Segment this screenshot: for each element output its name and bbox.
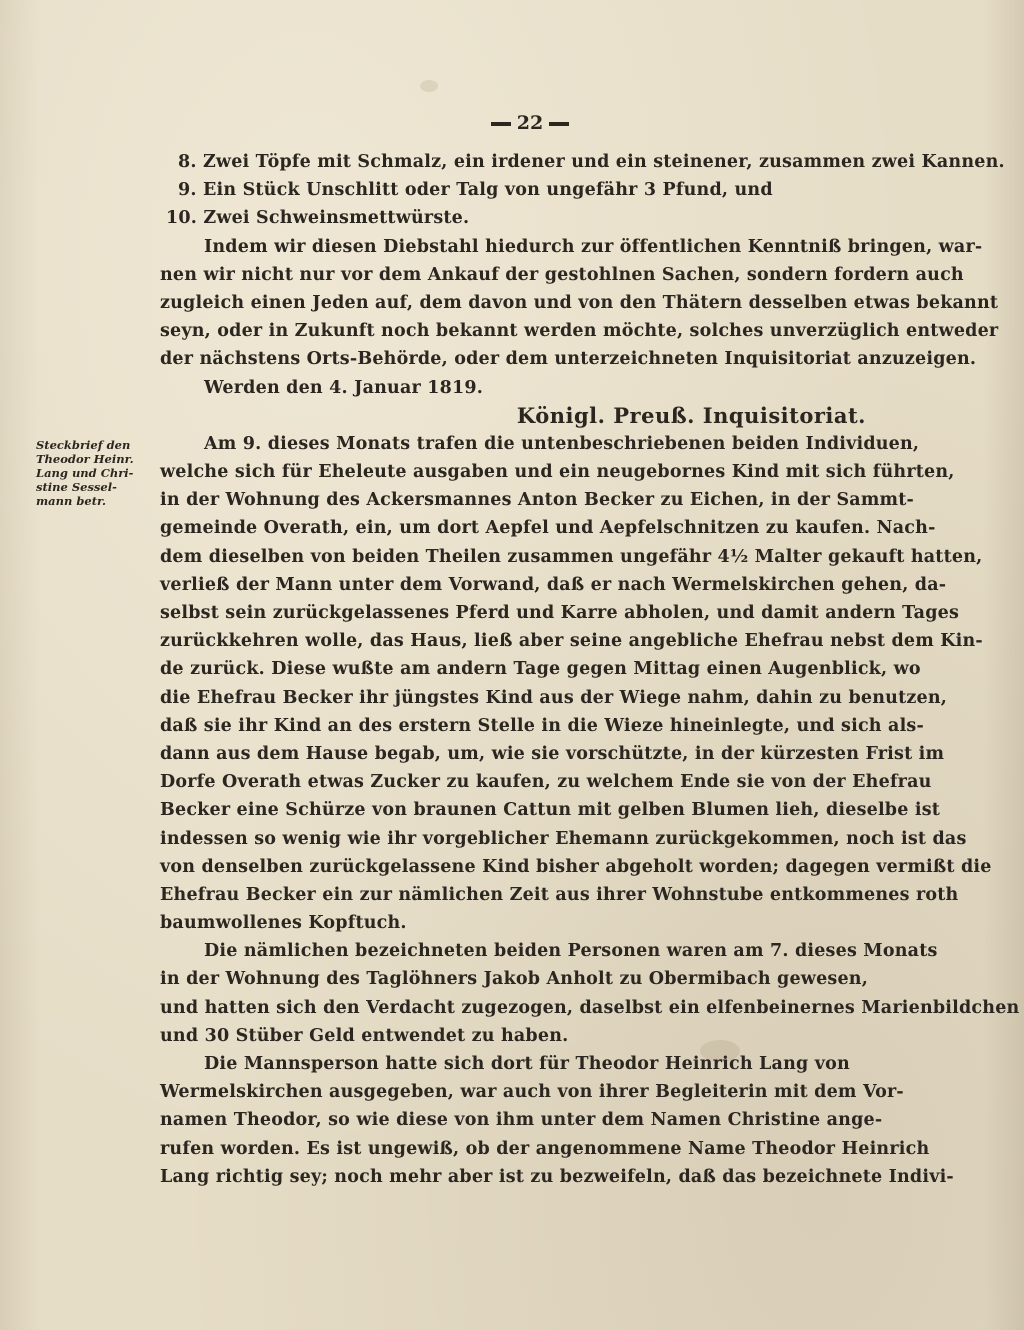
margin-note-line: Lang und Chri- (36, 466, 134, 480)
text-line: daß sie ihr Kind an des erstern Stelle in die Wieze hineinlegte, und sich als- (160, 715, 924, 736)
text-line: Becker eine Schürze von braunen Cattun mit gelben Blumen lieh, dieselbe ist (160, 800, 941, 821)
text-line: von denselben zurückgelassene Kind bisher abgeholt worden; dagegen vermißt die (160, 856, 992, 877)
text-line: Lang richtig sey; noch mehr aber ist zu bezweifeln, daß das bezeichnete Indivi- (160, 1166, 954, 1187)
text-line: welche sich für Eheleute ausgaben und ein neugebornes Kind mit sich führten, (160, 462, 955, 483)
signature (160, 402, 890, 430)
text-line: indessen so wenig wie ihr vorgeblicher Ehemann zurückgekommen, noch ist das (160, 828, 967, 849)
text-line: Am 9. dieses Monats trafen die untenbeschriebenen beiden Individuen, (204, 433, 920, 454)
margin-note-line: Steckbrief den (36, 438, 131, 452)
text-line: de zurück. Diese wußte am andern Tage gegen Mittag einen Augenblick, wo (160, 659, 921, 680)
text-line: dann aus dem Hause begab, um, wie sie vorschützte, in der kürzesten Frist im (160, 743, 945, 764)
text-line: Dorfe Overath etwas Zucker zu kaufen, zu welchem Ende sie von der Ehefrau (160, 772, 932, 793)
dash-right (549, 122, 569, 126)
text-line: und 30 Stüber Geld entwendet zu haben. (160, 1025, 569, 1046)
list-item: 8. Zwei Töpfe mit Schmalz, ein irdener und ein steinener, zusammen zwei Kannen. (178, 152, 1005, 172)
text-line: in der Wohnung des Ackersmannes Anton Becker zu Eichen, in der Sammt- (160, 490, 915, 511)
text-line: in der Wohnung des Taglöhners Jakob Anholt zu Obermibach gewesen, (160, 969, 869, 990)
item-list (160, 148, 1005, 233)
text-line: Ehefrau Becker ein zur nämlichen Zeit aus ihrer Wohnstube entkommenes roth (160, 884, 959, 905)
dash-left (491, 122, 511, 126)
text-line: namen Theodor, so wie diese von ihm unter dem Namen Christine ange- (160, 1110, 883, 1131)
text-line: rufen worden. Es ist ungewiß, ob der angenommene Name Theodor Heinrich (160, 1138, 930, 1159)
text-line: gemeinde Overath, ein, um dort Aepfel und Aepfelschnitzen zu kaufen. Nach- (160, 518, 936, 539)
list-item: 9. Ein Stück Unschlitt oder Talg von ungefähr 3 Pfund, und (178, 180, 773, 201)
text-line: verließ der Mann unter dem Vorwand, daß er nach Wermelskirchen gehen, da- (160, 574, 947, 595)
page-number (470, 112, 590, 134)
list-item: 10. Zwei Schweinsmettwürste. (166, 208, 470, 229)
text-line: Die nämlichen bezeichneten beiden Personen waren am 7. dieses Monats (204, 941, 938, 962)
text-line: selbst sein zurückgelassenes Pferd und Karre abholen, und damit andern Tages (160, 603, 960, 623)
text-line: Die Mannsperson hatte sich dort für Theodor Heinrich Lang von (204, 1054, 850, 1074)
paragraph-warrant (160, 430, 992, 937)
paper-stain (420, 80, 438, 92)
margin-note (36, 438, 154, 508)
page-body (160, 148, 1020, 1191)
date-line: Werden den 4. Januar 1819. (204, 377, 484, 398)
page-number-value: 22 (516, 112, 544, 134)
margin-note-line: Theodor Heinr. (36, 452, 134, 466)
text-line: zurückkehren wolle, das Haus, ließ aber seine angebliche Ehefrau nebst dem Kin- (160, 631, 983, 652)
paragraph-identity (160, 1050, 954, 1191)
paragraph-theft (160, 937, 1020, 1050)
signature-text: Königl. Preuß. Inquisitoriat. (516, 402, 866, 428)
text-line: seyn, oder in Zukunft noch bekannt werden möchte, solches unverzüglich entweder (160, 321, 999, 342)
margin-note-line: mann betr. (36, 494, 107, 508)
text-line: zugleich einen Jeden auf, dem davon und von den Thätern desselben etwas bekannt (160, 292, 999, 313)
paragraph-notice (160, 233, 999, 374)
text-line: und hatten sich den Verdacht zugezogen, daselbst ein elfenbeinernes Marienbildchen (160, 997, 1020, 1018)
text-line: dem dieselben von beiden Theilen zusammen ungefähr 4½ Malter gekauft hatten, (160, 546, 983, 567)
text-line: baumwollenes Kopftuch. (160, 913, 407, 934)
text-line: der nächstens Orts-Behörde, oder dem unterzeichneten Inquisitoriat anzuzeigen. (160, 349, 977, 370)
text-line: nen wir nicht nur vor dem Ankauf der gestohlnen Sachen, sondern fordern auch (160, 264, 964, 285)
text-line: die Ehefrau Becker ihr jüngstes Kind aus der Wiege nahm, dahin zu benutzen, (160, 687, 948, 708)
text-line: Indem wir diesen Diebstahl hiedurch zur öffentlichen Kenntniß bringen, war- (204, 236, 983, 257)
margin-note-line: stine Sessel- (36, 480, 117, 494)
text-line: Wermelskirchen ausgegeben, war auch von ihrer Begleiterin mit dem Vor- (160, 1082, 904, 1103)
